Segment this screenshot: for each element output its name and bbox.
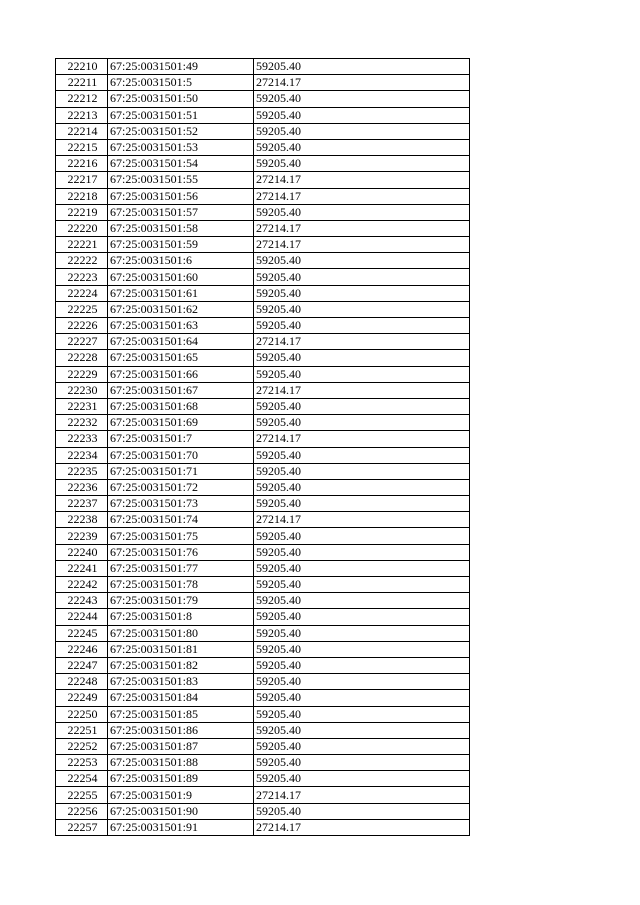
cadastral-number-cell: 67:25:0031501:56 [108, 188, 254, 204]
cadastral-number-cell: 67:25:0031501:79 [108, 593, 254, 609]
row-number-cell: 22227 [56, 334, 108, 350]
table-row [56, 334, 470, 350]
row-number-cell: 22225 [56, 301, 108, 317]
value-cell: 59205.40 [254, 674, 470, 690]
cadastral-number-cell: 67:25:0031501:70 [108, 447, 254, 463]
value-cell: 59205.40 [254, 722, 470, 738]
row-number-cell: 22213 [56, 107, 108, 123]
cadastral-number-cell: 67:25:0031501:78 [108, 577, 254, 593]
value-cell: 59205.40 [254, 496, 470, 512]
value-cell: 59205.40 [254, 123, 470, 139]
cadastral-number-cell: 67:25:0031501:55 [108, 172, 254, 188]
table-row [56, 755, 470, 771]
row-number-cell: 22245 [56, 625, 108, 641]
table-row [56, 771, 470, 787]
cadastral-number-cell: 67:25:0031501:58 [108, 220, 254, 236]
cadastral-number-cell: 67:25:0031501:73 [108, 496, 254, 512]
cadastral-number-cell: 67:25:0031501:90 [108, 803, 254, 819]
cadastral-number-cell: 67:25:0031501:49 [108, 59, 254, 75]
table-row [56, 657, 470, 673]
cadastral-number-cell: 67:25:0031501:8 [108, 609, 254, 625]
value-cell: 59205.40 [254, 738, 470, 754]
table-row [56, 156, 470, 172]
cadastral-number-cell: 67:25:0031501:66 [108, 366, 254, 382]
cadastral-value-table [55, 58, 470, 836]
table-row [56, 512, 470, 528]
row-number-cell: 22243 [56, 593, 108, 609]
row-number-cell: 22233 [56, 431, 108, 447]
table-row [56, 123, 470, 139]
table-row [56, 787, 470, 803]
value-cell: 59205.40 [254, 690, 470, 706]
value-cell: 59205.40 [254, 59, 470, 75]
value-cell: 59205.40 [254, 139, 470, 155]
table-row [56, 59, 470, 75]
row-number-cell: 22236 [56, 479, 108, 495]
table-row [56, 350, 470, 366]
cadastral-number-cell: 67:25:0031501:84 [108, 690, 254, 706]
value-cell: 27214.17 [254, 431, 470, 447]
row-number-cell: 22210 [56, 59, 108, 75]
cadastral-number-cell: 67:25:0031501:76 [108, 544, 254, 560]
cadastral-number-cell: 67:25:0031501:63 [108, 318, 254, 334]
row-number-cell: 22255 [56, 787, 108, 803]
cadastral-number-cell: 67:25:0031501:71 [108, 463, 254, 479]
cadastral-number-cell: 67:25:0031501:57 [108, 204, 254, 220]
table-row [56, 188, 470, 204]
cadastral-number-cell: 67:25:0031501:53 [108, 139, 254, 155]
row-number-cell: 22239 [56, 528, 108, 544]
table-row [56, 318, 470, 334]
row-number-cell: 22231 [56, 398, 108, 414]
value-cell: 27214.17 [254, 237, 470, 253]
row-number-cell: 22214 [56, 123, 108, 139]
table-row [56, 366, 470, 382]
table-row [56, 285, 470, 301]
table-row [56, 382, 470, 398]
value-cell: 27214.17 [254, 220, 470, 236]
row-number-cell: 22234 [56, 447, 108, 463]
table-row [56, 75, 470, 91]
value-cell: 27214.17 [254, 172, 470, 188]
table-row [56, 560, 470, 576]
cadastral-number-cell: 67:25:0031501:81 [108, 641, 254, 657]
value-cell: 27214.17 [254, 75, 470, 91]
cadastral-number-cell: 67:25:0031501:61 [108, 285, 254, 301]
row-number-cell: 22254 [56, 771, 108, 787]
cadastral-number-cell: 67:25:0031501:50 [108, 91, 254, 107]
row-number-cell: 22253 [56, 755, 108, 771]
row-number-cell: 22238 [56, 512, 108, 528]
cadastral-number-cell: 67:25:0031501:62 [108, 301, 254, 317]
table-row [56, 220, 470, 236]
value-cell: 27214.17 [254, 188, 470, 204]
row-number-cell: 22251 [56, 722, 108, 738]
value-cell: 59205.40 [254, 463, 470, 479]
table-row [56, 447, 470, 463]
value-cell: 59205.40 [254, 301, 470, 317]
table-row [56, 577, 470, 593]
value-cell: 59205.40 [254, 641, 470, 657]
row-number-cell: 22226 [56, 318, 108, 334]
table-row [56, 237, 470, 253]
cadastral-number-cell: 67:25:0031501:72 [108, 479, 254, 495]
value-cell: 59205.40 [254, 609, 470, 625]
cadastral-number-cell: 67:25:0031501:75 [108, 528, 254, 544]
value-cell: 59205.40 [254, 269, 470, 285]
table-row [56, 706, 470, 722]
table-row [56, 803, 470, 819]
value-cell: 59205.40 [254, 803, 470, 819]
table-row [56, 625, 470, 641]
row-number-cell: 22257 [56, 819, 108, 835]
table-row [56, 301, 470, 317]
cadastral-number-cell: 67:25:0031501:69 [108, 415, 254, 431]
value-cell: 59205.40 [254, 706, 470, 722]
value-cell: 59205.40 [254, 204, 470, 220]
table-row [56, 738, 470, 754]
value-cell: 59205.40 [254, 285, 470, 301]
cadastral-number-cell: 67:25:0031501:6 [108, 253, 254, 269]
cadastral-number-cell: 67:25:0031501:51 [108, 107, 254, 123]
table-row [56, 269, 470, 285]
value-cell: 59205.40 [254, 350, 470, 366]
row-number-cell: 22224 [56, 285, 108, 301]
cadastral-number-cell: 67:25:0031501:60 [108, 269, 254, 285]
value-cell: 27214.17 [254, 382, 470, 398]
value-cell: 59205.40 [254, 657, 470, 673]
value-cell: 59205.40 [254, 318, 470, 334]
value-cell: 27214.17 [254, 512, 470, 528]
table-row [56, 139, 470, 155]
value-cell: 59205.40 [254, 447, 470, 463]
value-cell: 59205.40 [254, 479, 470, 495]
row-number-cell: 22247 [56, 657, 108, 673]
table-row [56, 463, 470, 479]
cadastral-number-cell: 67:25:0031501:64 [108, 334, 254, 350]
value-cell: 59205.40 [254, 577, 470, 593]
row-number-cell: 22221 [56, 237, 108, 253]
value-cell: 59205.40 [254, 755, 470, 771]
table-row [56, 107, 470, 123]
row-number-cell: 22242 [56, 577, 108, 593]
value-cell: 59205.40 [254, 593, 470, 609]
cadastral-number-cell: 67:25:0031501:87 [108, 738, 254, 754]
value-cell: 59205.40 [254, 560, 470, 576]
value-cell: 59205.40 [254, 156, 470, 172]
value-cell: 27214.17 [254, 819, 470, 835]
value-cell: 59205.40 [254, 528, 470, 544]
cadastral-number-cell: 67:25:0031501:54 [108, 156, 254, 172]
table-row [56, 674, 470, 690]
table-row [56, 690, 470, 706]
cadastral-number-cell: 67:25:0031501:9 [108, 787, 254, 803]
row-number-cell: 22235 [56, 463, 108, 479]
table-body [56, 59, 470, 836]
cadastral-number-cell: 67:25:0031501:5 [108, 75, 254, 91]
row-number-cell: 22217 [56, 172, 108, 188]
row-number-cell: 22248 [56, 674, 108, 690]
table-row [56, 91, 470, 107]
table-row [56, 415, 470, 431]
row-number-cell: 22252 [56, 738, 108, 754]
cadastral-number-cell: 67:25:0031501:88 [108, 755, 254, 771]
row-number-cell: 22229 [56, 366, 108, 382]
row-number-cell: 22222 [56, 253, 108, 269]
cadastral-number-cell: 67:25:0031501:52 [108, 123, 254, 139]
cadastral-number-cell: 67:25:0031501:74 [108, 512, 254, 528]
value-cell: 59205.40 [254, 366, 470, 382]
row-number-cell: 22249 [56, 690, 108, 706]
cadastral-number-cell: 67:25:0031501:89 [108, 771, 254, 787]
row-number-cell: 22237 [56, 496, 108, 512]
table-row [56, 641, 470, 657]
cadastral-number-cell: 67:25:0031501:83 [108, 674, 254, 690]
table-row [56, 722, 470, 738]
cadastral-number-cell: 67:25:0031501:65 [108, 350, 254, 366]
value-cell: 59205.40 [254, 91, 470, 107]
table-row [56, 496, 470, 512]
value-cell: 59205.40 [254, 771, 470, 787]
value-cell: 27214.17 [254, 334, 470, 350]
table-row [56, 593, 470, 609]
table-row [56, 172, 470, 188]
cadastral-number-cell: 67:25:0031501:91 [108, 819, 254, 835]
table-row [56, 528, 470, 544]
cadastral-number-cell: 67:25:0031501:59 [108, 237, 254, 253]
row-number-cell: 22218 [56, 188, 108, 204]
row-number-cell: 22216 [56, 156, 108, 172]
value-cell: 59205.40 [254, 544, 470, 560]
cadastral-number-cell: 67:25:0031501:7 [108, 431, 254, 447]
value-cell: 27214.17 [254, 787, 470, 803]
row-number-cell: 22250 [56, 706, 108, 722]
cadastral-number-cell: 67:25:0031501:80 [108, 625, 254, 641]
table-row [56, 431, 470, 447]
row-number-cell: 22211 [56, 75, 108, 91]
value-cell: 59205.40 [254, 253, 470, 269]
table-row [56, 253, 470, 269]
value-cell: 59205.40 [254, 107, 470, 123]
table-row [56, 479, 470, 495]
row-number-cell: 22219 [56, 204, 108, 220]
cadastral-number-cell: 67:25:0031501:67 [108, 382, 254, 398]
row-number-cell: 22220 [56, 220, 108, 236]
cadastral-number-cell: 67:25:0031501:86 [108, 722, 254, 738]
row-number-cell: 22230 [56, 382, 108, 398]
row-number-cell: 22223 [56, 269, 108, 285]
table-row [56, 544, 470, 560]
row-number-cell: 22244 [56, 609, 108, 625]
value-cell: 59205.40 [254, 398, 470, 414]
row-number-cell: 22228 [56, 350, 108, 366]
cadastral-number-cell: 67:25:0031501:77 [108, 560, 254, 576]
row-number-cell: 22256 [56, 803, 108, 819]
cadastral-number-cell: 67:25:0031501:85 [108, 706, 254, 722]
table-row [56, 204, 470, 220]
row-number-cell: 22240 [56, 544, 108, 560]
table-row [56, 609, 470, 625]
row-number-cell: 22232 [56, 415, 108, 431]
table-row [56, 819, 470, 835]
row-number-cell: 22215 [56, 139, 108, 155]
row-number-cell: 22246 [56, 641, 108, 657]
value-cell: 59205.40 [254, 625, 470, 641]
table-row [56, 398, 470, 414]
row-number-cell: 22212 [56, 91, 108, 107]
value-cell: 59205.40 [254, 415, 470, 431]
row-number-cell: 22241 [56, 560, 108, 576]
cadastral-number-cell: 67:25:0031501:82 [108, 657, 254, 673]
cadastral-number-cell: 67:25:0031501:68 [108, 398, 254, 414]
